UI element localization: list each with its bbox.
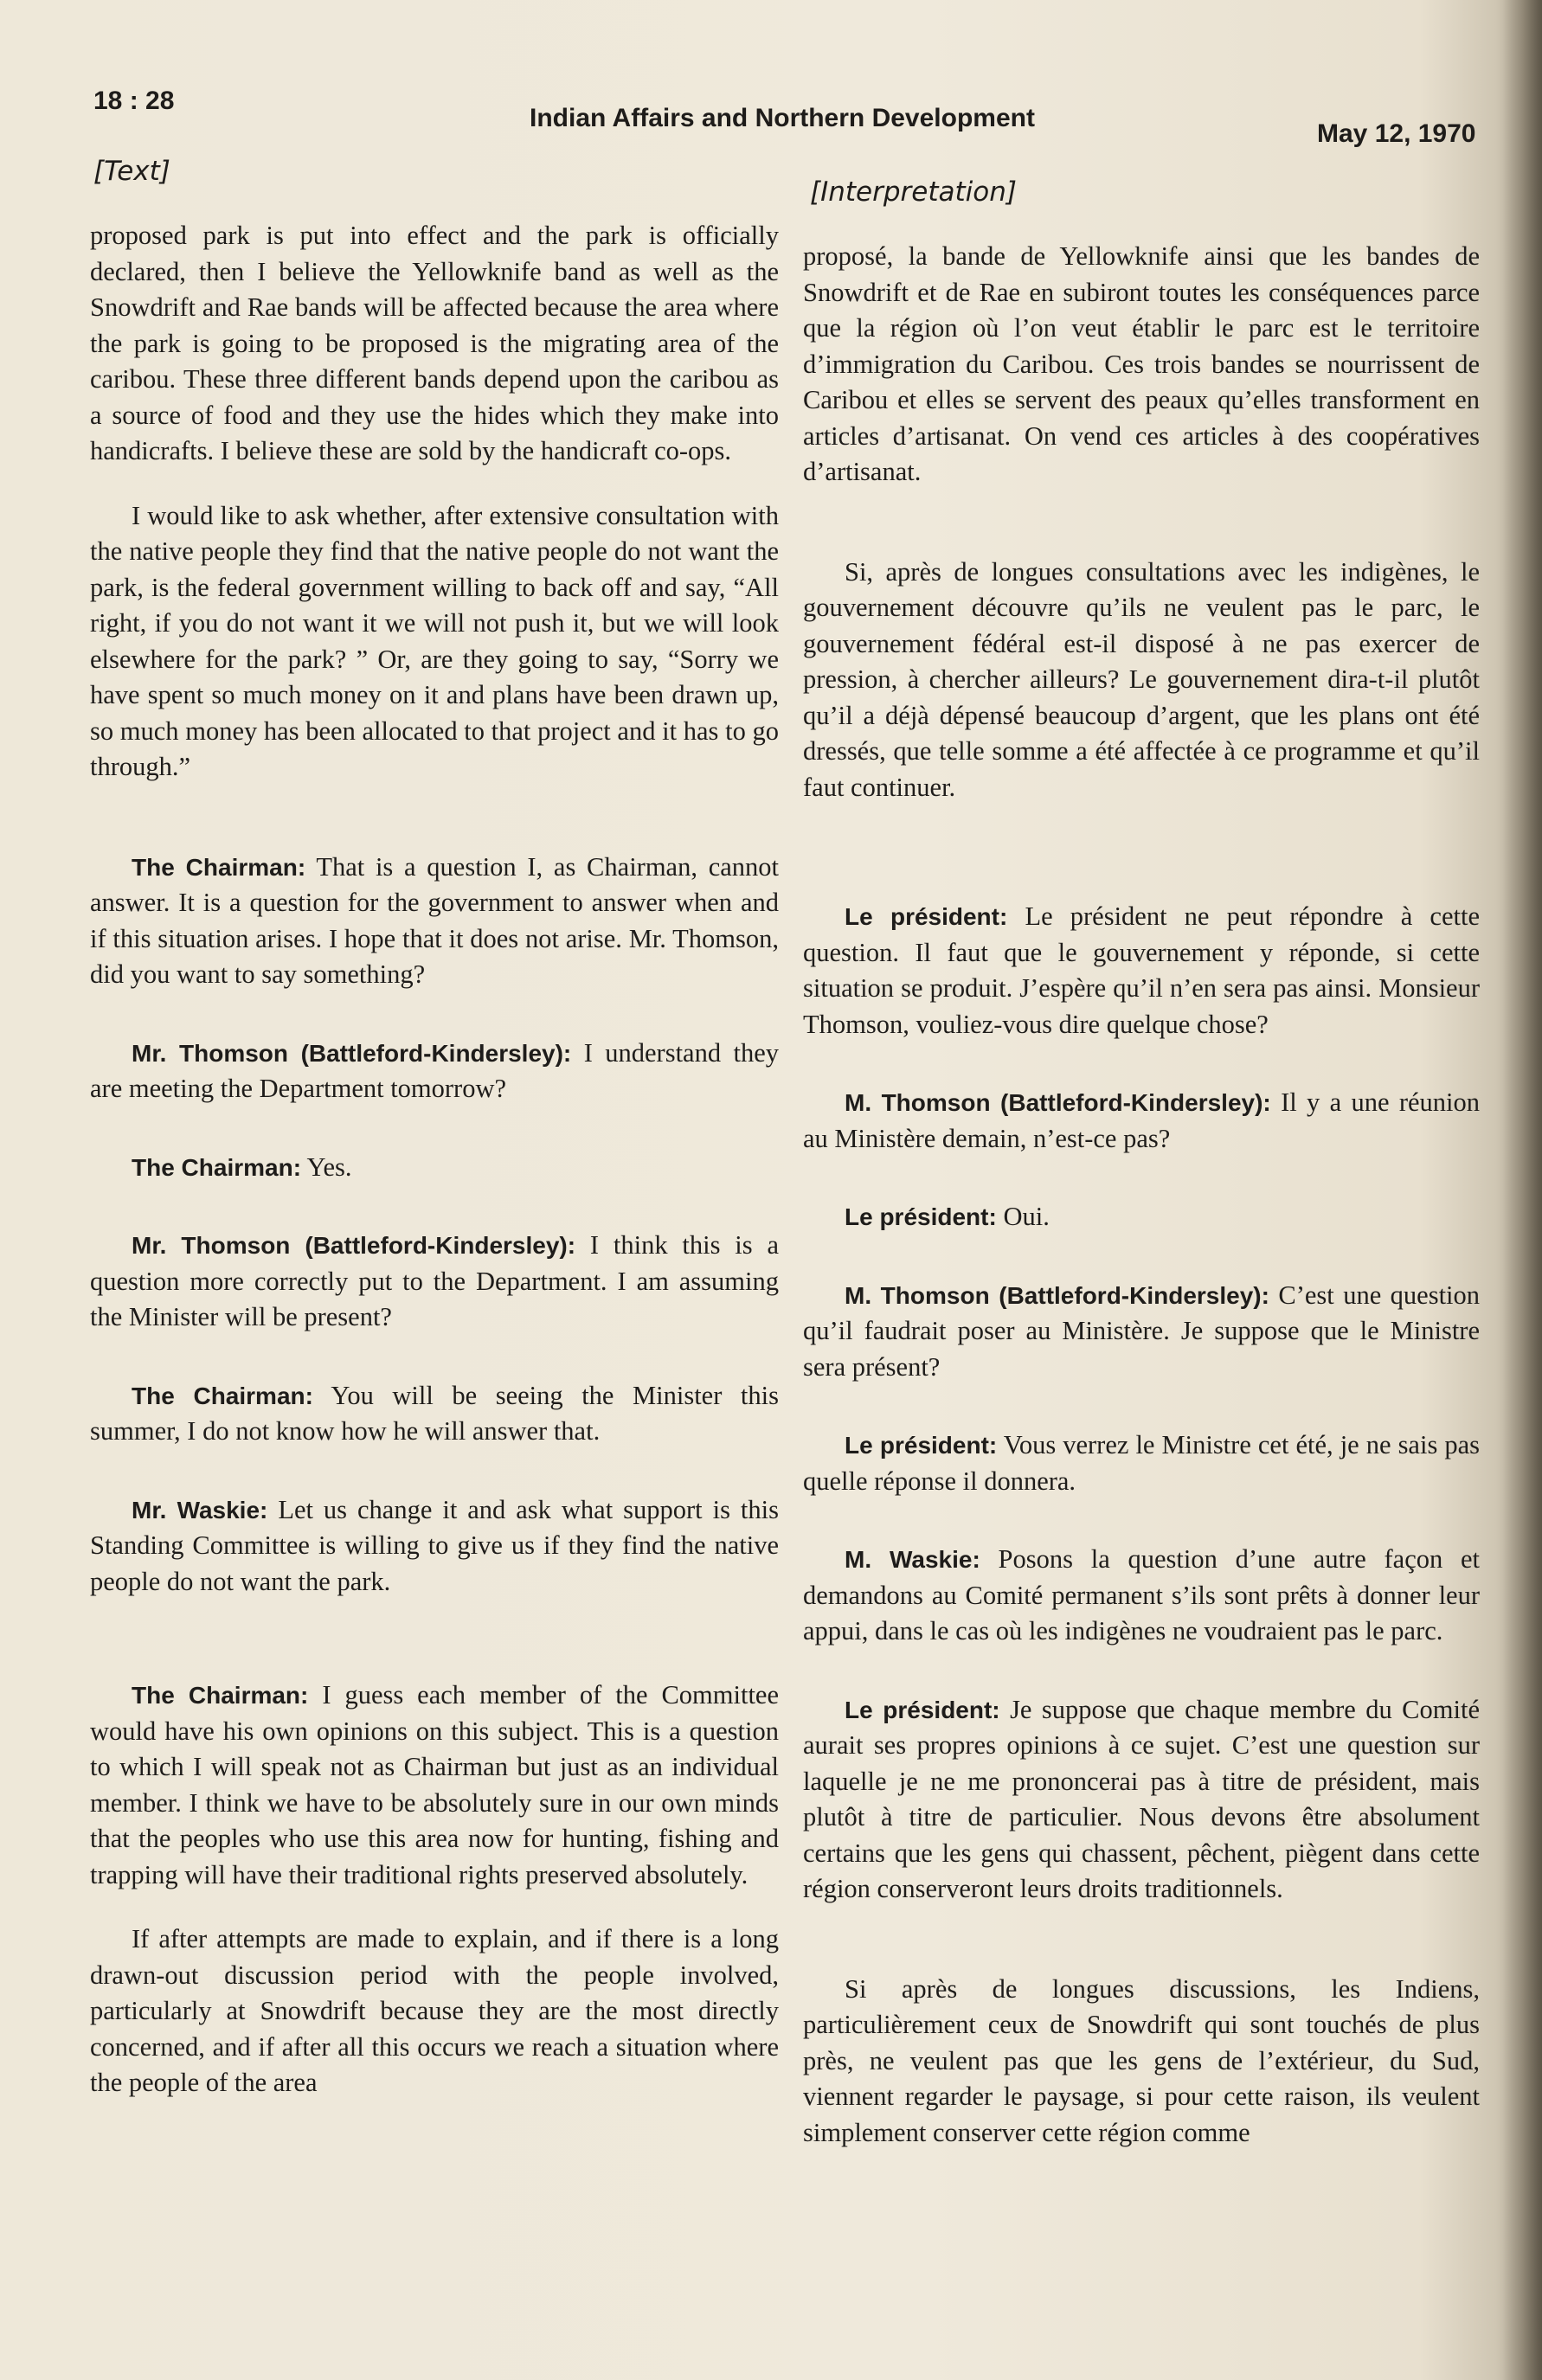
- paragraph-text: Il y a une réunion au Ministère demain, n’est-ce pas?: [803, 1087, 1481, 1153]
- paragraph: [90, 1378, 779, 1450]
- paragraph-text: Je suppose que chaque membre du Comité aurait ses propres opinions à ce sujet. C’est une question sur laquelle je ne me prononcerai pas à titre de président, mais plutôt à titre de particulier. Nous devons être absolument certains que les gens qui chassent, pêchent, piègent dans cette région conserveront leurs droits traditionnels.: [803, 1694, 1480, 1903]
- binding-shadow: [1502, 0, 1542, 2380]
- paragraph-text: You will be seeing the Minister this summer, I do not know how he will answer that.: [90, 1380, 779, 1446]
- speaker-name: Le président:: [845, 903, 1008, 930]
- speaker-name: The Chairman:: [132, 1682, 309, 1709]
- paragraph: [803, 1972, 1480, 2152]
- paragraph: [803, 1085, 1480, 1157]
- paragraph-text: Posons la question d’une autre façon et demandons au Comité permanent s’ils sont prêts à donner leur appui, dans le cas où les indigènes ne voudraient pas le parc.: [803, 1544, 1480, 1645]
- left-column-label: [Text]: [93, 156, 170, 187]
- paragraph-text: proposed park is put into effect and the park is officially declared, then I believe the Yellowknife band as well as the Snowdrift and Rae bands will be affected because the area where the park is going to be proposed is the migrating area of the caribou. These three different bands depend upon the caribou as a source of food and they use the hides which they make into handicrafts. I believe these are sold by the handicraft co-ops.: [90, 221, 779, 465]
- paragraph-text: I guess each member of the Committee would have his own opinions on this subject. This is a question to which I will speak not as Chairman but just as an individual member. I think we have to be absolutely sure in our own minds that the peoples who use this area now for hunting, fishing and trapping will have their traditional rights preserved absolutely.: [90, 1680, 779, 1889]
- paragraph-text: Vous verrez le Ministre cet été, je ne sais pas quelle réponse il donnera.: [803, 1430, 1481, 1496]
- speaker-name: The Chairman:: [132, 1153, 302, 1181]
- paragraph: [803, 1542, 1480, 1650]
- page-date: May 12, 1970: [1317, 119, 1476, 148]
- paragraph: [90, 1150, 779, 1186]
- speaker-name: Le président:: [845, 1696, 1000, 1723]
- paragraph-text: Si après de longues discussions, les Indiens, particulièrement ceux de Snowdrift qui sont touchés de plus près, ne veulent pas que les gens de l’extérieur, du Sud, viennent regarder le paysage, si pour cette raison, ils veulent simplement conserver cette région comme: [803, 1973, 1480, 2147]
- paragraph: [803, 899, 1480, 1042]
- paragraph: [803, 555, 1480, 806]
- paragraph-text: Yes.: [306, 1152, 352, 1182]
- paragraph: [803, 1692, 1480, 1908]
- paragraph-text: proposé, la bande de Yellowknife ainsi que les bandes de Snowdrift et de Rae en subiront toutes les conséquences parce que la région où l’on veut établir le parc est le territoire d’immigration du Caribou. Ces trois bandes se nourrissent de Caribou et elles se servent des peaux qu’elles transforment en articles d’artisanat. On vend ces articles à des coopératives d’artisanat.: [803, 241, 1480, 486]
- paragraph-text: I would like to ask whether, after extensive consultation with the native people they find that the native people do not want the park, is the federal government willing to back off and say, “All right, if you do not want it we will not push it, but we will look elsewhere for the park? ” Or, are they going to say, “Sorry we have spent so much money on it and plans have been drawn up, so much money has been allocated to that project and it has to go through.”: [90, 500, 779, 781]
- speaker-name: Mr. Waskie:: [132, 1496, 268, 1524]
- paragraph: [90, 218, 779, 470]
- paragraph: [90, 1036, 779, 1107]
- running-title: Indian Affairs and Northern Development: [530, 104, 1035, 132]
- paragraph-text: C’est une question qu’il faudrait poser au Ministère. Je suppose que le Ministre sera présent?: [803, 1280, 1481, 1382]
- paragraph-text: If after attempts are made to explain, and if there is a long drawn-out discussion period with the people involved, particularly at Snowdrift because they are the most directly concerned, and if after all this occurs we reach a situation where the people of the area: [90, 1924, 779, 2097]
- speaker-name: M. Thomson (Battleford-Kindersley):: [845, 1089, 1271, 1116]
- paragraph: [803, 1278, 1480, 1386]
- paragraph-text: I think this is a question more correctly put to the Department. I am assuming the Minister will be present?: [90, 1230, 779, 1331]
- speaker-name: Le président:: [845, 1432, 998, 1459]
- paragraph: [90, 1492, 779, 1601]
- page-number: 18 : 28: [93, 87, 175, 115]
- paragraph-text: Le président ne peut répondre à cette question. Il faut que le gouvernement y réponde, si cette situation se produit. J’espère qu’il n’en sera pas ainsi. Monsieur Thomson, vouliez-vous dire quelque chose?: [803, 901, 1480, 1039]
- paragraph-text: I understand they are meeting the Department tomorrow?: [90, 1037, 779, 1103]
- paragraph-text: That is a question I, as Chairman, cannot answer. It is a question for the government to answer when and if this situation arises. I hope that it does not arise. Mr. Thomson, did you want to say something?: [90, 851, 779, 989]
- paragraph: [90, 1921, 779, 2101]
- speaker-name: The Chairman:: [132, 1382, 313, 1409]
- paragraph: [90, 1228, 779, 1336]
- paragraph: [90, 498, 779, 786]
- speaker-name: M. Thomson (Battleford-Kindersley):: [845, 1281, 1269, 1309]
- speaker-name: Le président:: [845, 1203, 997, 1230]
- paragraph: [803, 1427, 1480, 1499]
- speaker-name: Mr. Thomson (Battleford-Kindersley):: [132, 1039, 572, 1067]
- paragraph-text: Si, après de longues consultations avec les indigènes, le gouvernement découvre qu’ils ne veulent pas le parc, le gouvernement fédéral est-il disposé à ne pas exercer de pression, à chercher ailleurs? Le gouvernement dira-t-il plutôt qu’il a déjà dépensé beaucoup d’argent, que les plans ont été dressés, que telle somme a été affectée à ce programme et qu’il faut continuer.: [803, 556, 1480, 802]
- right-column-label: [Interpretation]: [810, 176, 1017, 208]
- paragraph: [803, 1199, 1480, 1235]
- paragraph: [90, 1678, 779, 1893]
- english-text-column: [90, 218, 779, 2101]
- french-interpretation-column: [803, 239, 1480, 2151]
- paragraph: [90, 850, 779, 993]
- paragraph: [803, 239, 1480, 491]
- speaker-name: Mr. Thomson (Battleford-Kindersley):: [132, 1232, 576, 1259]
- paragraph-text: Let us change it and ask what support is this Standing Committee is willing to give us if they find the native people do not want the park.: [90, 1494, 779, 1596]
- speaker-name: The Chairman:: [132, 853, 306, 881]
- speaker-name: M. Waskie:: [845, 1546, 980, 1573]
- paragraph-text: Oui.: [1003, 1202, 1050, 1231]
